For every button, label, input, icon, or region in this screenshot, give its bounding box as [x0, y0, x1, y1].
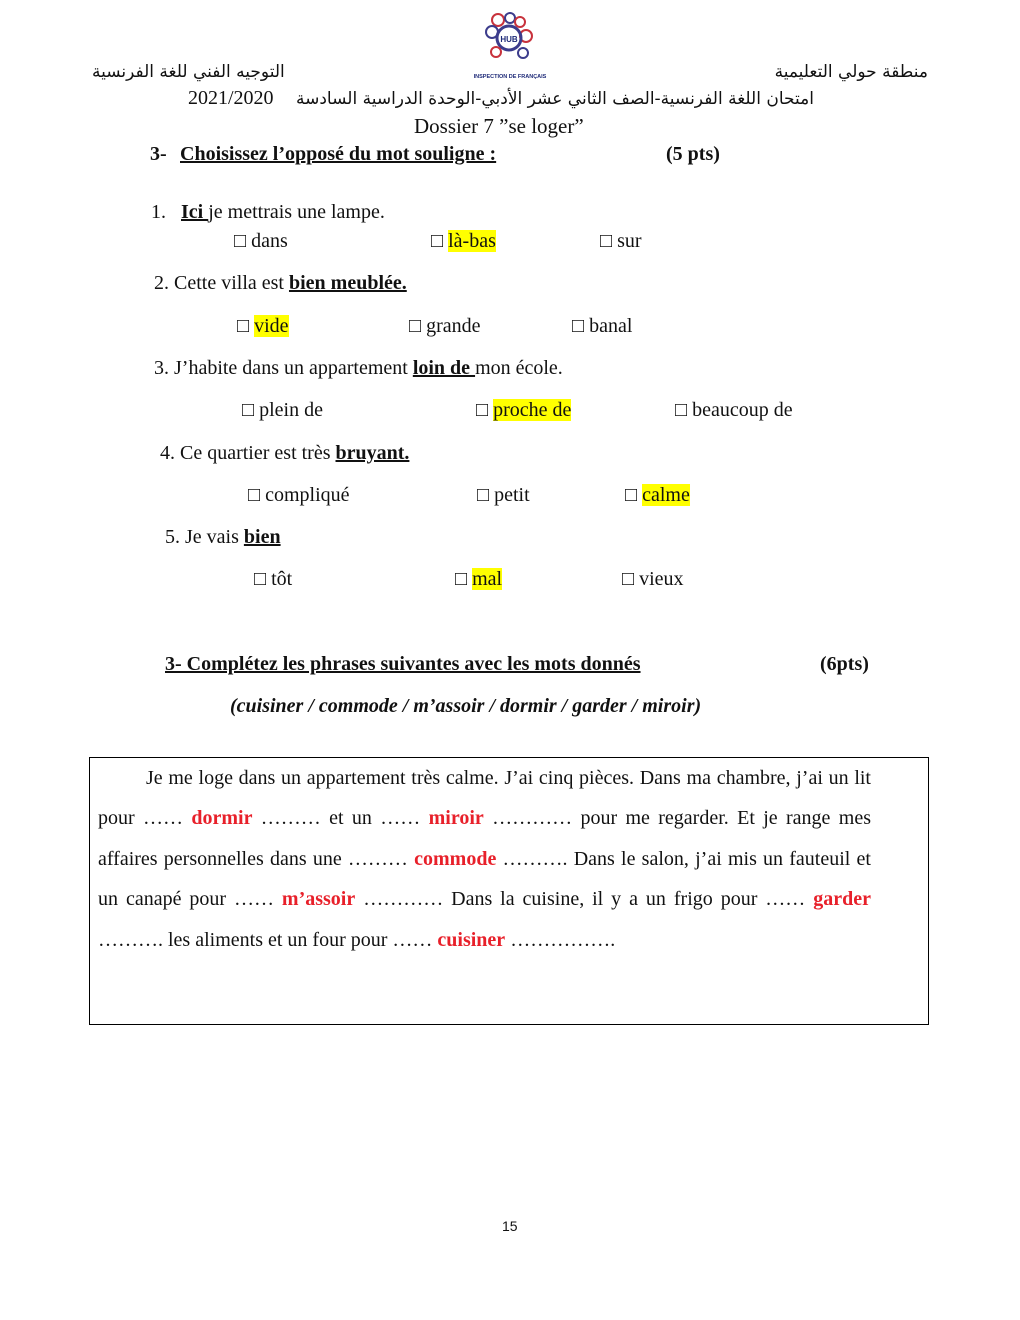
checkbox-icon[interactable]: □	[431, 230, 444, 252]
underlined-word: loin de	[412, 357, 476, 379]
checkbox-icon[interactable]: □	[248, 484, 261, 506]
option-q3-c[interactable]	[675, 399, 793, 422]
question-text-before: Cette villa est	[174, 272, 289, 294]
answer-word: dormir	[191, 807, 253, 830]
paragraph-segment: ……… et un ……	[252, 807, 429, 830]
option-q4-c[interactable]	[625, 484, 690, 507]
option-label-correct: mal	[472, 568, 503, 590]
inspection-logo	[468, 12, 552, 82]
question-5	[165, 526, 281, 549]
question-3	[154, 357, 563, 380]
answer-word: garder	[813, 888, 871, 911]
question-text-before: Ce quartier est très	[180, 442, 336, 464]
option-label-correct: vide	[254, 315, 289, 337]
checkbox-icon[interactable]: □	[476, 399, 489, 421]
checkbox-icon[interactable]: □	[572, 315, 585, 337]
question-number: 2.	[154, 272, 169, 294]
answer-word: cuisiner	[437, 928, 506, 951]
option-label-correct: proche de	[493, 399, 572, 421]
paragraph-segment: ………. Dans le salon, j’ai mis un fauteuil et un canapé pour ……	[98, 847, 871, 911]
option-q5-a[interactable]	[254, 568, 292, 591]
paragraph-segment: ………… Dans la cuisine, il y a un frigo pour ……	[355, 888, 814, 911]
section2-title: 3- Complétez les phrases suivantes avec les mots donnés	[165, 653, 641, 675]
checkbox-icon[interactable]: □	[675, 399, 688, 421]
question-4	[160, 442, 409, 465]
answer-word: m’assoir	[281, 888, 356, 911]
section2-points: (6pts)	[820, 653, 869, 675]
option-q4-b[interactable]	[477, 484, 530, 507]
question-text-after: je mettrais une lampe.	[208, 201, 385, 223]
question-2	[154, 272, 407, 295]
checkbox-icon[interactable]: □	[237, 315, 250, 337]
question-number: 5.	[165, 526, 180, 548]
section1-points: (5 pts)	[666, 143, 720, 165]
page-number: 15	[502, 1218, 518, 1234]
checkbox-icon[interactable]: □	[254, 568, 267, 590]
option-q3-b[interactable]	[476, 399, 571, 422]
header-exam-title: امتحان اللغة الفرنسية-الصف الثاني عشر الأدبي-الوحدة الدراسية السادسة	[296, 89, 814, 109]
logo-caption: INSPECTION DE FRANÇAIS	[473, 74, 547, 80]
checkbox-icon[interactable]: □	[477, 484, 490, 506]
paragraph-segment: …………….	[505, 928, 616, 951]
checkbox-icon[interactable]: □	[455, 568, 468, 590]
option-label-correct: calme	[642, 484, 690, 506]
option-label: beaucoup de	[692, 399, 793, 421]
option-label-correct: là-bas	[448, 230, 496, 252]
option-q3-a[interactable]	[242, 399, 323, 422]
checkbox-icon[interactable]: □	[622, 568, 635, 590]
paragraph-segment: ………. les aliments et un four pour ……	[98, 928, 438, 951]
answer-word: commode	[414, 847, 497, 870]
option-q2-c[interactable]	[572, 315, 632, 338]
option-q2-b[interactable]	[409, 315, 481, 338]
checkbox-icon[interactable]: □	[242, 399, 255, 421]
option-label: dans	[251, 230, 288, 252]
option-q5-c[interactable]	[622, 568, 684, 591]
option-q1-b[interactable]	[431, 230, 496, 253]
underlined-word: bien meublée.	[288, 272, 407, 294]
underlined-word: Ici	[181, 201, 209, 223]
word-bank: (cuisiner / commode / m’assoir / dormir / garder / miroir)	[230, 695, 702, 717]
question-text-before: J’habite dans un appartement	[174, 357, 413, 379]
underlined-word: bruyant.	[335, 442, 410, 464]
paragraph-segment: ………… pour me regarder. Et je range mes affaires personnelles dans une ………	[98, 807, 871, 870]
logo-circles-icon	[468, 12, 552, 82]
checkbox-icon[interactable]: □	[409, 315, 422, 337]
section1-title: Choisissez l’opposé du mot souligne :	[180, 143, 497, 165]
option-label: tôt	[271, 568, 293, 590]
option-q2-a[interactable]	[237, 315, 289, 338]
fill-in-paragraph	[98, 758, 871, 960]
checkbox-icon[interactable]: □	[600, 230, 613, 252]
option-label: sur	[617, 230, 642, 252]
question-number: 4.	[160, 442, 175, 464]
option-label: banal	[589, 315, 633, 337]
logo-text: HUB	[500, 35, 518, 44]
header-district: منطقة حولي التعليمية	[774, 62, 928, 82]
question-number: 1.	[151, 201, 166, 223]
header-year: 2021/2020	[188, 87, 274, 109]
option-q5-b[interactable]	[455, 568, 502, 591]
question-number: 3.	[154, 357, 169, 379]
option-label: plein de	[259, 399, 323, 421]
header-department: التوجيه الفني للغة الفرنسية	[92, 62, 285, 82]
dossier-title: Dossier 7 ”se loger”	[414, 114, 584, 138]
option-label: vieux	[639, 568, 684, 590]
section1-number: 3-	[150, 143, 167, 165]
checkbox-icon[interactable]: □	[625, 484, 638, 506]
question-text-after: mon école.	[475, 357, 563, 379]
option-q1-a[interactable]	[234, 230, 288, 253]
option-label: grande	[426, 315, 481, 337]
option-q4-a[interactable]	[248, 484, 350, 507]
option-q1-c[interactable]	[600, 230, 642, 253]
question-1	[151, 201, 385, 224]
underlined-word: bien	[243, 526, 281, 548]
question-text-before: Je vais	[185, 526, 244, 548]
checkbox-icon[interactable]: □	[234, 230, 247, 252]
answer-word: miroir	[428, 807, 484, 830]
paragraph-segment: Je me loge dans un appartement très calme. J’ai cinq pièces. Dans ma chambre, j’ai un lit pour ……	[98, 767, 871, 830]
option-label: petit	[494, 484, 530, 506]
option-label: compliqué	[265, 484, 350, 506]
